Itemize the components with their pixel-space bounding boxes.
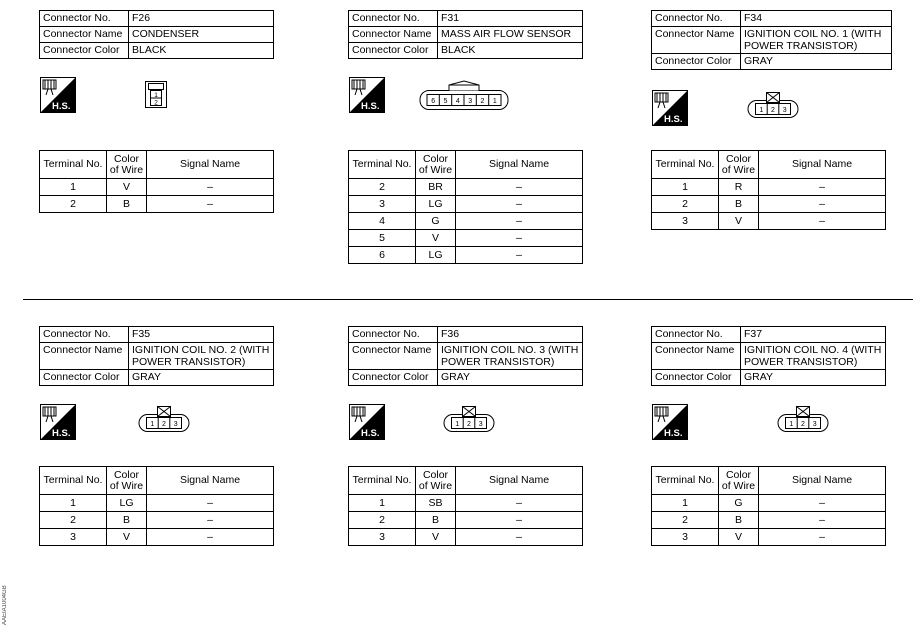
connector-no-value: F26 — [129, 11, 274, 27]
connector-face-f31 — [419, 80, 509, 111]
harness-side-icon — [349, 77, 385, 113]
signal-cell: – — [147, 196, 274, 213]
svg-text:H.S.: H.S. — [664, 114, 683, 125]
wire-cell: R — [719, 179, 759, 196]
connector-info-table — [39, 326, 274, 386]
connector-info-table — [348, 10, 583, 59]
connector-color-value: GRAY — [741, 54, 892, 70]
table-row — [349, 247, 583, 264]
pin-label: 5 — [443, 98, 448, 105]
harness-side-icon — [652, 90, 688, 126]
connector-name-value: IGNITION COIL NO. 2 (WITH POWER TRANSISTOR) — [129, 343, 274, 370]
connector-name-label: Connector Name — [40, 27, 129, 43]
table-row — [40, 196, 274, 213]
terminal-table — [348, 150, 583, 264]
signal-cell: – — [759, 512, 886, 529]
connector-no-label: Connector No. — [652, 11, 741, 27]
signal-cell: – — [759, 196, 886, 213]
connector-no-label: Connector No. — [40, 327, 129, 343]
signal-cell: – — [759, 529, 886, 546]
pin-label: 1 — [455, 421, 460, 428]
svg-text:H.S.: H.S. — [361, 101, 380, 112]
terminal-table — [651, 466, 886, 546]
connector-no-label: Connector No. — [349, 327, 438, 343]
terminal-cell: 2 — [652, 196, 719, 213]
connector-no-value: F31 — [438, 11, 583, 27]
connector-no-label: Connector No. — [40, 11, 129, 27]
connector-color-label: Connector Color — [652, 54, 741, 70]
signal-cell: – — [759, 213, 886, 230]
terminal-block-f26 — [39, 150, 274, 213]
pin-label: 3 — [812, 421, 817, 428]
signal-cell: – — [456, 495, 583, 512]
terminal-table — [39, 466, 274, 546]
color-of-wire-header: Color of Wire — [416, 151, 456, 179]
table-row — [40, 512, 274, 529]
signal-cell: – — [456, 179, 583, 196]
connector-info-table — [348, 326, 583, 386]
pin-label: 2 — [467, 421, 471, 428]
connector-name-value: IGNITION COIL NO. 3 (WITH POWER TRANSISTOR) — [438, 343, 583, 370]
color-of-wire-header: Color of Wire — [107, 467, 147, 495]
signal-cell: – — [147, 179, 274, 196]
wire-cell: V — [416, 230, 456, 247]
wire-cell: SB — [416, 495, 456, 512]
signal-name-header: Signal Name — [456, 467, 583, 495]
terminal-block-f31 — [348, 150, 583, 264]
connector-color-label: Connector Color — [40, 370, 129, 386]
table-row — [652, 495, 886, 512]
terminal-cell: 3 — [652, 213, 719, 230]
wire-cell: V — [107, 179, 147, 196]
signal-cell: – — [456, 512, 583, 529]
connector-no-value: F34 — [741, 11, 892, 27]
terminal-block-f36 — [348, 466, 583, 546]
signal-cell: – — [759, 179, 886, 196]
terminal-cell: 1 — [349, 495, 416, 512]
connector-color-label: Connector Color — [40, 43, 129, 59]
terminal-no-header: Terminal No. — [40, 467, 107, 495]
table-row — [349, 495, 583, 512]
connector-color-value: BLACK — [438, 43, 583, 59]
connector-no-label: Connector No. — [349, 11, 438, 27]
wire-cell: V — [416, 529, 456, 546]
connector-name-value: MASS AIR FLOW SENSOR — [438, 27, 583, 43]
signal-name-header: Signal Name — [759, 151, 886, 179]
terminal-table — [39, 150, 274, 213]
terminal-cell: 3 — [349, 529, 416, 546]
terminal-cell: 1 — [40, 179, 107, 196]
terminal-table — [651, 150, 886, 230]
terminal-cell: 6 — [349, 247, 416, 264]
pin-label: 1 — [154, 92, 158, 99]
terminal-cell: 2 — [349, 179, 416, 196]
table-row — [349, 529, 583, 546]
svg-text:H.S.: H.S. — [52, 428, 71, 439]
signal-name-header: Signal Name — [147, 467, 274, 495]
wire-cell: LG — [416, 196, 456, 213]
svg-text:H.S.: H.S. — [52, 101, 71, 112]
connector-name-value: IGNITION COIL NO. 4 (WITH POWER TRANSISTOR) — [741, 343, 886, 370]
table-row — [349, 179, 583, 196]
connector-color-value: GRAY — [438, 370, 583, 386]
connector-name-label: Connector Name — [349, 343, 438, 370]
svg-text:H.S.: H.S. — [361, 428, 380, 439]
signal-cell: – — [456, 213, 583, 230]
wire-cell: V — [107, 529, 147, 546]
connector-no-value: F37 — [741, 327, 886, 343]
pin-label: 2 — [154, 99, 158, 107]
table-row — [349, 213, 583, 230]
wire-cell: G — [719, 495, 759, 512]
connector-name-value: IGNITION COIL NO. 1 (WITH POWER TRANSISTOR) — [741, 27, 892, 54]
signal-cell: – — [759, 495, 886, 512]
pin-label: 3 — [478, 421, 483, 428]
wire-cell: B — [107, 196, 147, 213]
wire-cell: B — [107, 512, 147, 529]
pin-label: 2 — [480, 98, 485, 105]
connector-face-f37 — [777, 405, 829, 433]
signal-cell: – — [456, 230, 583, 247]
terminal-cell: 3 — [40, 529, 107, 546]
terminal-table — [348, 466, 583, 546]
connector-color-label: Connector Color — [652, 370, 741, 386]
table-row — [40, 529, 274, 546]
pin-label: 1 — [759, 107, 764, 114]
terminal-no-header: Terminal No. — [349, 151, 416, 179]
table-row — [652, 512, 886, 529]
pin-label: 1 — [789, 421, 794, 428]
pin-label: 3 — [782, 107, 787, 114]
connector-face-f35 — [138, 405, 190, 433]
pin-label: 6 — [431, 98, 436, 105]
terminal-cell: 2 — [652, 512, 719, 529]
connector-face-f34 — [747, 91, 799, 119]
connector-face-f36 — [443, 405, 495, 433]
connector-name-label: Connector Name — [652, 27, 741, 54]
wire-cell: V — [719, 213, 759, 230]
connector-no-value: F35 — [129, 327, 274, 343]
color-of-wire-header: Color of Wire — [107, 151, 147, 179]
signal-name-header: Signal Name — [456, 151, 583, 179]
pin-label: 2 — [162, 421, 166, 428]
terminal-cell: 1 — [40, 495, 107, 512]
connector-name-value: CONDENSER — [129, 27, 274, 43]
terminal-cell: 3 — [349, 196, 416, 213]
connector-color-label: Connector Color — [349, 43, 438, 59]
harness-side-icon — [40, 404, 76, 440]
signal-cell: – — [456, 196, 583, 213]
figure-code: AAEIA1004GB — [2, 585, 8, 625]
wire-cell: B — [719, 196, 759, 213]
connector-block-f37 — [651, 326, 886, 386]
connector-block-f26 — [39, 10, 274, 59]
terminal-block-f37 — [651, 466, 886, 546]
table-row — [349, 196, 583, 213]
table-row — [652, 179, 886, 196]
connector-info-table — [651, 326, 886, 386]
connector-color-value: GRAY — [741, 370, 886, 386]
terminal-no-header: Terminal No. — [40, 151, 107, 179]
terminal-cell: 5 — [349, 230, 416, 247]
connector-block-f35 — [39, 326, 274, 386]
connector-block-f36 — [348, 326, 583, 386]
table-row — [349, 512, 583, 529]
terminal-cell: 2 — [40, 196, 107, 213]
connector-info-table — [651, 10, 892, 70]
table-row — [40, 179, 274, 196]
connector-face-f26 — [145, 81, 167, 108]
connector-no-label: Connector No. — [652, 327, 741, 343]
table-row — [652, 196, 886, 213]
pin-label: 1 — [150, 421, 155, 428]
signal-cell: – — [147, 495, 274, 512]
signal-name-header: Signal Name — [759, 467, 886, 495]
color-of-wire-header: Color of Wire — [719, 151, 759, 179]
terminal-no-header: Terminal No. — [349, 467, 416, 495]
wire-cell: B — [416, 512, 456, 529]
wire-cell: G — [416, 213, 456, 230]
signal-cell: – — [147, 512, 274, 529]
connector-info-table — [39, 10, 274, 59]
terminal-cell: 1 — [652, 495, 719, 512]
signal-name-header: Signal Name — [147, 151, 274, 179]
pin-label: 3 — [173, 421, 178, 428]
terminal-cell: 4 — [349, 213, 416, 230]
connector-block-f34 — [651, 10, 892, 70]
svg-text:H.S.: H.S. — [664, 428, 683, 439]
wire-cell: BR — [416, 179, 456, 196]
table-row — [349, 230, 583, 247]
terminal-no-header: Terminal No. — [652, 467, 719, 495]
terminal-block-f34 — [651, 150, 886, 230]
color-of-wire-header: Color of Wire — [719, 467, 759, 495]
signal-cell: – — [456, 247, 583, 264]
table-row — [652, 529, 886, 546]
pin-label: 1 — [492, 98, 497, 105]
connector-color-value: BLACK — [129, 43, 274, 59]
color-of-wire-header: Color of Wire — [416, 467, 456, 495]
pin-label: 3 — [468, 98, 473, 105]
pin-label: 2 — [801, 421, 805, 428]
signal-cell: – — [456, 529, 583, 546]
connector-name-label: Connector Name — [652, 343, 741, 370]
connector-color-label: Connector Color — [349, 370, 438, 386]
table-row — [652, 213, 886, 230]
connector-no-value: F36 — [438, 327, 583, 343]
section-divider — [23, 299, 913, 300]
connector-name-label: Connector Name — [40, 343, 129, 370]
connector-name-label: Connector Name — [349, 27, 438, 43]
wire-cell: LG — [107, 495, 147, 512]
wire-cell: LG — [416, 247, 456, 264]
terminal-cell: 3 — [652, 529, 719, 546]
signal-cell: – — [147, 529, 274, 546]
terminal-cell: 2 — [40, 512, 107, 529]
harness-side-icon — [349, 404, 385, 440]
terminal-block-f35 — [39, 466, 274, 546]
terminal-no-header: Terminal No. — [652, 151, 719, 179]
table-row — [40, 495, 274, 512]
terminal-cell: 1 — [652, 179, 719, 196]
connector-color-value: GRAY — [129, 370, 274, 386]
pin-label: 2 — [771, 107, 775, 114]
pin-label: 4 — [455, 98, 460, 105]
connector-block-f31 — [348, 10, 583, 59]
harness-side-icon — [40, 77, 76, 113]
terminal-cell: 2 — [349, 512, 416, 529]
wire-cell: B — [719, 512, 759, 529]
harness-side-icon — [652, 404, 688, 440]
wire-cell: V — [719, 529, 759, 546]
